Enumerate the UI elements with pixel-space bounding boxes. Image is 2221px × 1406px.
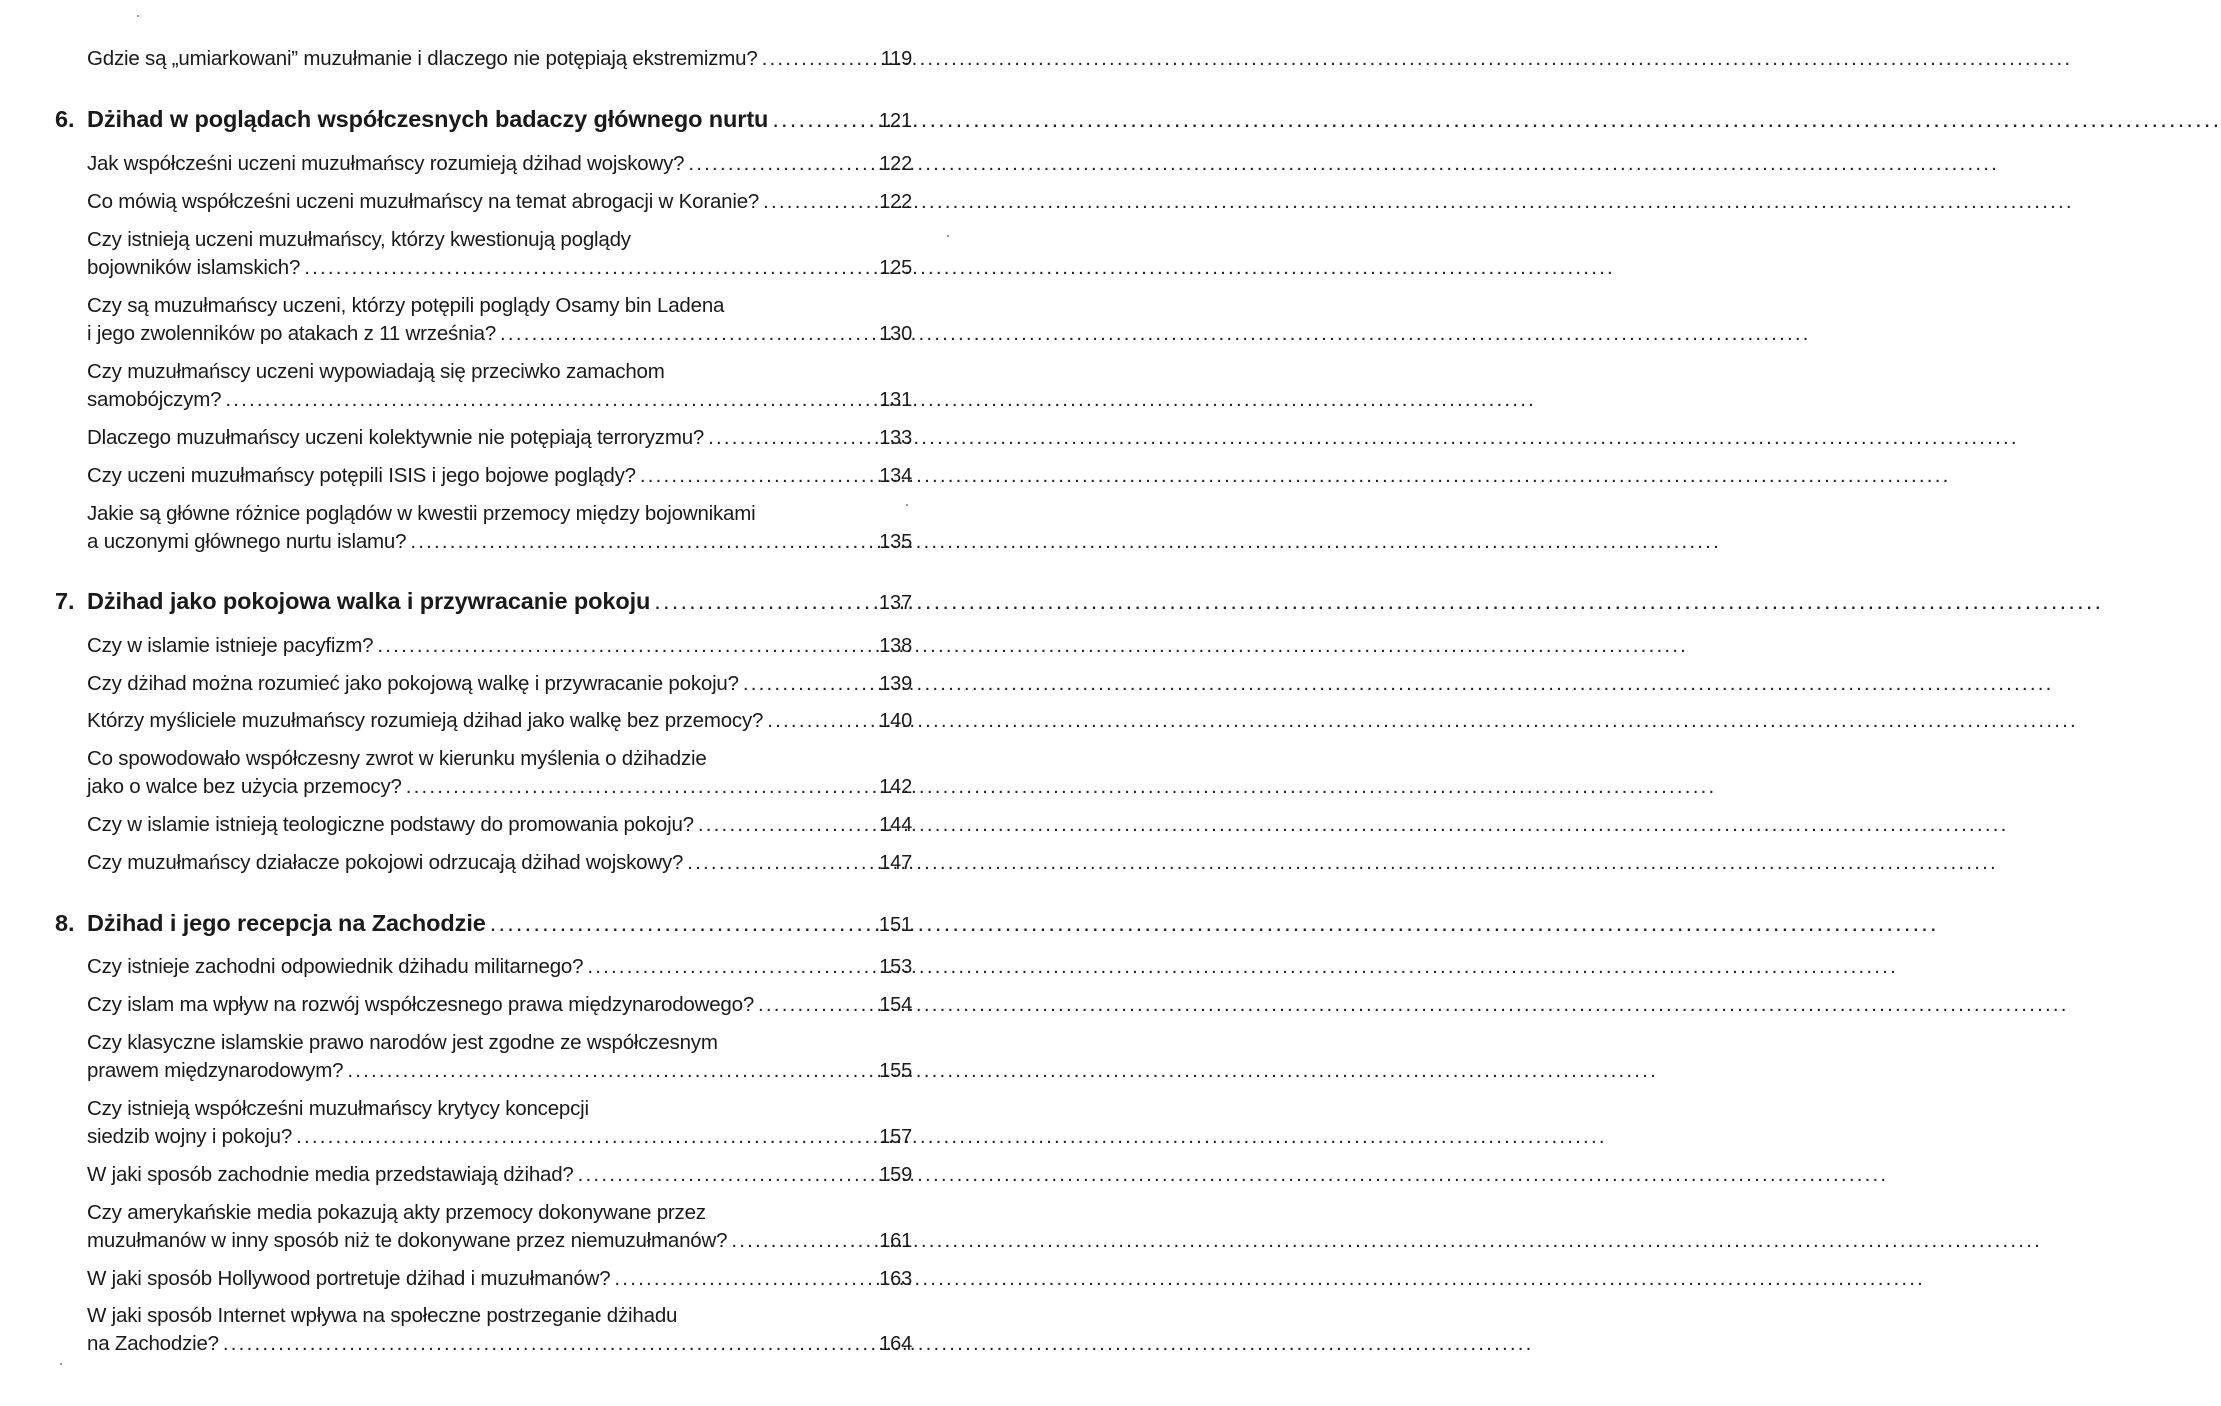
page-number: 140 bbox=[879, 710, 912, 732]
scan-speck bbox=[947, 235, 949, 237]
entry-title: Czy istnieje zachodni odpowiednik dżihadu militarnego? bbox=[87, 955, 584, 978]
toc-entry bbox=[87, 226, 912, 282]
chapter-heading bbox=[55, 586, 912, 616]
page-number: 161 bbox=[879, 1230, 912, 1252]
entry-title-line-2: jako o walce bez użycia przemocy? bbox=[87, 775, 402, 798]
toc-entry bbox=[87, 1265, 912, 1293]
page-number: 134 bbox=[879, 465, 912, 487]
page-number: 159 bbox=[879, 1164, 912, 1186]
dot-leader bbox=[490, 908, 842, 938]
toc-entry bbox=[87, 849, 912, 877]
dot-leader bbox=[347, 1057, 842, 1085]
chapter-number: 6. bbox=[55, 106, 75, 132]
page-number: 138 bbox=[879, 635, 912, 657]
toc-entry bbox=[87, 670, 912, 698]
entry-title-line-1: Czy klasyczne islamskie prawo narodów jest zgodne ze współczesnym bbox=[87, 1031, 718, 1054]
dot-leader bbox=[223, 1330, 842, 1358]
dot-leader bbox=[304, 254, 842, 282]
toc-entry bbox=[87, 953, 912, 981]
toc-entry bbox=[87, 462, 912, 490]
dot-leader bbox=[225, 386, 842, 414]
page-number: 147 bbox=[879, 852, 912, 874]
dot-leader bbox=[687, 849, 842, 877]
entry-title: Czy w islamie istnieje pacyfizm? bbox=[87, 634, 374, 657]
toc-entry bbox=[87, 1199, 912, 1255]
dot-leader bbox=[698, 811, 842, 839]
dot-leader bbox=[767, 707, 842, 735]
entry-title: Czy dżihad można rozumieć jako pokojową walkę i przywracanie pokoju? bbox=[87, 672, 739, 695]
toc-entry bbox=[87, 991, 912, 1019]
page-number: 130 bbox=[879, 323, 912, 345]
dot-leader bbox=[758, 991, 842, 1019]
toc-page bbox=[0, 0, 972, 1406]
toc-entry bbox=[87, 745, 912, 801]
toc-entry bbox=[87, 358, 912, 414]
toc-entry bbox=[87, 1302, 912, 1358]
dot-leader bbox=[743, 670, 842, 698]
scan-speck bbox=[906, 504, 908, 506]
chapter-title: Dżihad w poglądach współczesnych badaczy głównego nurtu bbox=[87, 106, 769, 132]
dot-leader bbox=[587, 953, 842, 981]
dot-leader bbox=[410, 528, 842, 556]
toc-entry bbox=[87, 292, 912, 348]
entry-title: Dlaczego muzułmańscy uczeni kolektywnie nie potępiają terroryzmu? bbox=[87, 426, 705, 449]
toc-entry bbox=[87, 811, 912, 839]
chapter-title: Dżihad i jego recepcja na Zachodzie bbox=[87, 910, 486, 936]
page-number: 133 bbox=[879, 427, 912, 449]
page-number: 119 bbox=[880, 48, 912, 70]
page-number: 131 bbox=[879, 389, 912, 411]
entry-title: W jaki sposób zachodnie media przedstawiają dżihad? bbox=[87, 1163, 574, 1186]
entry-title-line-2: samobójczym? bbox=[87, 388, 222, 411]
entry-title-line-1: Czy istnieją współcześni muzułmańscy krytycy koncepcji bbox=[87, 1097, 589, 1120]
entry-title-line-1: Czy są muzułmańscy uczeni, którzy potępili poglądy Osamy bin Ladena bbox=[87, 294, 725, 317]
toc-entry bbox=[87, 188, 912, 216]
toc-entry bbox=[87, 1095, 912, 1151]
dot-leader bbox=[654, 586, 842, 616]
scan-speck bbox=[137, 15, 139, 17]
chapter-heading bbox=[55, 908, 912, 938]
toc-entry bbox=[87, 707, 912, 735]
dot-leader bbox=[731, 1227, 842, 1255]
entry-title-line-1: Co spowodowało współczesny zwrot w kierunku myślenia o dżihadzie bbox=[87, 747, 707, 770]
entry-title: Czy islam ma wpływ na rozwój współczesnego prawa międzynarodowego? bbox=[87, 993, 755, 1016]
toc-entry bbox=[87, 424, 912, 452]
toc-entry bbox=[87, 632, 912, 660]
toc-entry bbox=[87, 150, 912, 178]
entry-title: Gdzie są „umiarkowani” muzułmanie i dlaczego nie potępiają ekstremizmu? bbox=[87, 47, 758, 70]
page-number: 137 bbox=[878, 592, 912, 614]
page-number: 154 bbox=[879, 994, 912, 1016]
dot-leader bbox=[296, 1123, 842, 1151]
dot-leader bbox=[772, 104, 842, 134]
chapter-title: Dżihad jako pokojowa walka i przywracanie pokoju bbox=[87, 588, 651, 614]
entry-title: Czy muzułmańscy działacze pokojowi odrzucają dżihad wojskowy? bbox=[87, 851, 684, 874]
dot-leader bbox=[377, 632, 842, 660]
chapter-heading bbox=[55, 104, 912, 134]
dot-leader bbox=[708, 424, 842, 452]
dot-leader bbox=[763, 188, 842, 216]
dot-leader bbox=[640, 462, 842, 490]
entry-title: Czy uczeni muzułmańscy potępili ISIS i jego bojowe poglądy? bbox=[87, 464, 636, 487]
page-number: 151 bbox=[878, 914, 912, 936]
page-number: 144 bbox=[879, 814, 912, 836]
entry-title: Którzy myśliciele muzułmańscy rozumieją dżihad jako walkę bez przemocy? bbox=[87, 709, 764, 732]
page-number: 122 bbox=[879, 153, 912, 175]
toc-entry bbox=[87, 500, 912, 556]
page-number: 155 bbox=[879, 1060, 912, 1082]
entry-title-line-1: Jakie są główne różnice poglądów w kwestii przemocy między bojownikami bbox=[87, 502, 756, 525]
entry-title-line-2: muzułmanów w inny sposób niż te dokonywane przez niemuzułmanów? bbox=[87, 1229, 728, 1252]
toc-entry bbox=[87, 45, 912, 73]
entry-title: Czy w islamie istnieją teologiczne podstawy do promowania pokoju? bbox=[87, 813, 694, 836]
page-number: 157 bbox=[879, 1126, 912, 1148]
entry-title-line-1: W jaki sposób Internet wpływa na społeczne postrzeganie dżihadu bbox=[87, 1304, 678, 1327]
page-number: 142 bbox=[879, 776, 912, 798]
page-number: 125 bbox=[879, 257, 912, 279]
dot-leader bbox=[688, 150, 842, 178]
entry-title-line-2: a uczonymi głównego nurtu islamu? bbox=[87, 530, 407, 553]
dot-leader bbox=[578, 1161, 842, 1189]
dot-leader bbox=[762, 45, 842, 73]
entry-title-line-2: i jego zwolenników po atakach z 11 września? bbox=[87, 322, 497, 345]
entry-title: W jaki sposób Hollywood portretuje dżihad i muzułmanów? bbox=[87, 1267, 611, 1290]
entry-title-line-1: Czy muzułmańscy uczeni wypowiadają się przeciwko zamachom bbox=[87, 360, 665, 383]
page-number: 164 bbox=[879, 1333, 912, 1355]
entry-title-line-2: bojowników islamskich? bbox=[87, 256, 301, 279]
dot-leader bbox=[614, 1265, 842, 1293]
entry-title-line-2: siedzib wojny i pokoju? bbox=[87, 1125, 293, 1148]
toc-entry bbox=[87, 1161, 912, 1189]
page-number: 139 bbox=[879, 673, 912, 695]
entry-title-line-2: na Zachodzie? bbox=[87, 1332, 219, 1355]
chapter-number: 7. bbox=[55, 588, 75, 614]
entry-title: Jak współcześni uczeni muzułmańscy rozumieją dżihad wojskowy? bbox=[87, 152, 685, 175]
page-number: 153 bbox=[879, 956, 912, 978]
page-number: 163 bbox=[879, 1268, 912, 1290]
scan-speck bbox=[60, 1363, 62, 1365]
entry-title-line-1: Czy amerykańskie media pokazują akty przemocy dokonywane przez bbox=[87, 1201, 706, 1224]
dot-leader bbox=[406, 773, 842, 801]
dot-leader bbox=[500, 320, 842, 348]
entry-title: Co mówią współcześni uczeni muzułmańscy na temat abrogacji w Koranie? bbox=[87, 190, 760, 213]
entry-title-line-1: Czy istnieją uczeni muzułmańscy, którzy kwestionują poglądy bbox=[87, 228, 631, 251]
page-number: 135 bbox=[879, 531, 912, 553]
entry-title-line-2: prawem międzynarodowym? bbox=[87, 1059, 344, 1082]
chapter-number: 8. bbox=[55, 910, 75, 936]
toc-entry bbox=[87, 1029, 912, 1085]
page-number: 122 bbox=[879, 191, 912, 213]
page-number: 121 bbox=[878, 110, 912, 132]
